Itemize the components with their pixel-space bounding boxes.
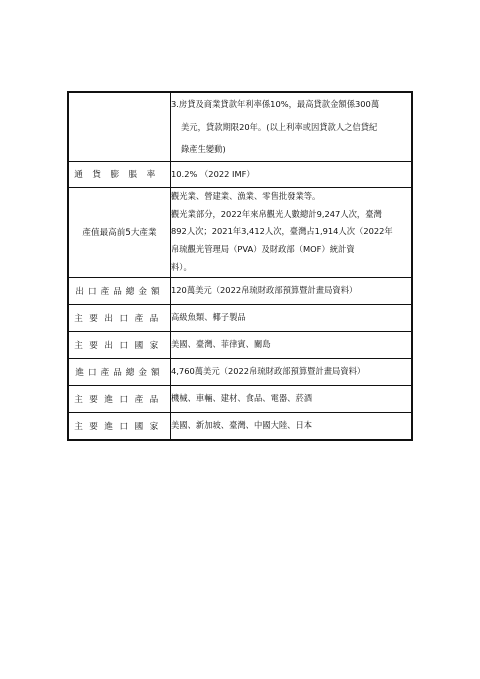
value-line: 3.房貸及商業貸款年利率係10%，最高貸款金額係300萬	[171, 99, 380, 109]
value-line: 120萬美元（2022帛琉財政部預算暨計畫局資料）	[171, 285, 358, 296]
table-row	[68, 277, 412, 304]
row-value	[171, 277, 413, 304]
value-line: 4,760萬美元（2022帛琉財政部預算暨計畫局資料）	[171, 366, 366, 377]
value-line: 帛琉觀光管理局（PVA）及財政部（MOF）統計資	[171, 244, 355, 255]
economic-info-table	[67, 91, 413, 441]
value-line: 10.2% （2022 IMF）	[171, 168, 255, 179]
row-label: 出口產品總金額	[68, 277, 171, 304]
row-value	[171, 385, 413, 412]
row-value	[171, 412, 413, 440]
value-line: 美國、臺灣、菲律賓、關島	[171, 339, 271, 350]
value-line: 機械、車輛、建材、食品、電器、菸酒	[171, 393, 313, 404]
value-line: 892人次；2021年3,412人次，臺灣占1,914人次（2022年	[171, 226, 393, 237]
row-label: 通貨膨脹率	[68, 161, 171, 187]
value-line: 觀光業部分，2022年來帛觀光人數總計9,247人次，臺灣	[171, 208, 382, 219]
row-value	[171, 187, 413, 277]
value-line: 美國、新加坡、臺灣、中國大陸、日本	[171, 420, 313, 431]
row-label: 產值最高前5大產業	[68, 187, 171, 277]
row-value	[171, 161, 413, 187]
table-row	[68, 92, 412, 161]
row-label: 主要進口國家	[68, 412, 171, 440]
row-value	[171, 92, 413, 161]
row-label: 主要進口產品	[68, 385, 171, 412]
value-line: 錄產生變動)	[181, 144, 226, 155]
row-label: 主要出口國家	[68, 331, 171, 358]
value-line: 觀光業、營建業、漁業、零售批發業等。	[171, 191, 321, 202]
table-row	[68, 331, 412, 358]
row-label	[68, 92, 171, 161]
table-row	[68, 304, 412, 331]
table-row	[68, 358, 412, 385]
table-row	[68, 412, 412, 440]
value-line: 美元，貸款期限20年。(以上利率或因貸款人之信貸紀	[181, 121, 378, 132]
table-row	[68, 385, 412, 412]
row-value	[171, 304, 413, 331]
value-line: 高級魚類、椰子製品	[171, 312, 246, 323]
row-value	[171, 331, 413, 358]
table-row	[68, 187, 412, 277]
row-label: 進口產品總金額	[68, 358, 171, 385]
value-line: 料）。	[171, 261, 192, 272]
row-label: 主要出口產品	[68, 304, 171, 331]
row-value	[171, 358, 413, 385]
table-row	[68, 161, 412, 187]
